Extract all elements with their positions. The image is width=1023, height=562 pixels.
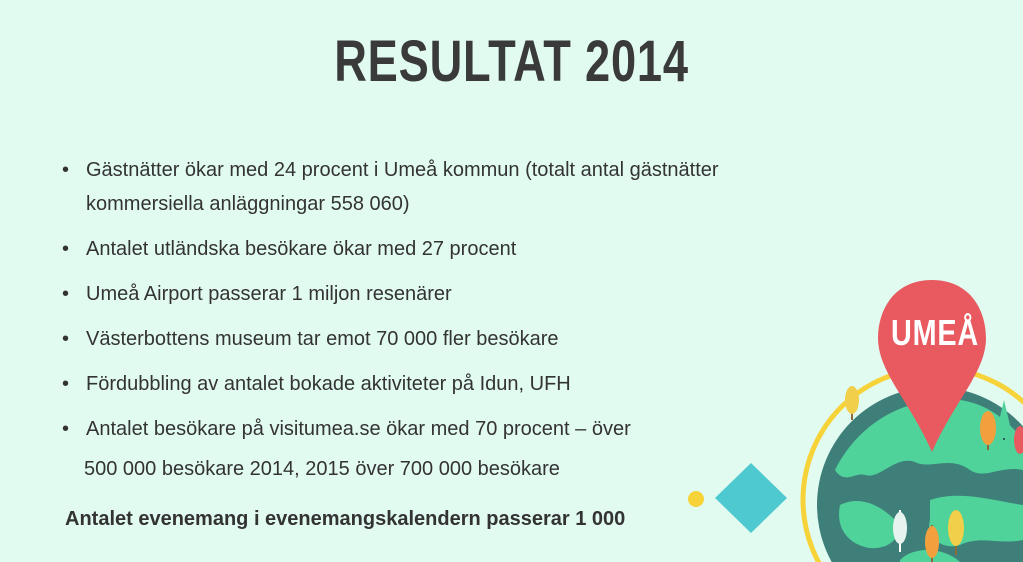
bullet-marker: •	[62, 328, 70, 350]
diamond-shape	[715, 463, 787, 533]
bullet-text-continued: kommersiella anläggningar 558 060)	[86, 193, 410, 215]
page-title: RESULTAT 2014	[334, 29, 689, 94]
pin-label: UMEÅ	[891, 312, 979, 353]
bullet-marker: •	[62, 283, 70, 305]
bullet-text: Umeå Airport passerar 1 miljon resenärer	[86, 283, 452, 305]
tree-icon	[845, 386, 859, 420]
bullet-item	[62, 367, 719, 401]
bullet-text: Fördubbling av antalet bokade aktiviteter på Idun, UFH	[86, 373, 571, 395]
highlight-statement: Antalet evenemang i evenemangskalendern passerar 1 000	[65, 508, 626, 530]
bullet-item	[62, 153, 719, 221]
bullet-text: Antalet utländska besökare ökar med 27 procent	[86, 238, 517, 260]
bullet-item	[62, 322, 719, 356]
bullet-marker: •	[62, 418, 70, 440]
bullet-marker: •	[62, 373, 70, 395]
bullet-item	[62, 277, 719, 311]
bullet-text: Västerbottens museum tar emot 70 000 fler besökare	[86, 328, 559, 350]
bullet-text-continued: 500 000 besökare 2014, 2015 över 700 000 besökare	[84, 458, 560, 480]
bullet-marker: •	[62, 238, 70, 260]
bullet-item	[62, 232, 719, 266]
bullet-marker: •	[62, 159, 70, 181]
bullet-item	[62, 412, 719, 446]
bullet-list	[62, 153, 719, 457]
bullet-text: Antalet besökare på visitumea.se ökar med 70 procent – över	[86, 418, 631, 440]
bullet-text: Gästnätter ökar med 24 procent i Umeå kommun (totalt antal gästnätter	[86, 159, 719, 181]
dot-shape	[688, 491, 704, 507]
